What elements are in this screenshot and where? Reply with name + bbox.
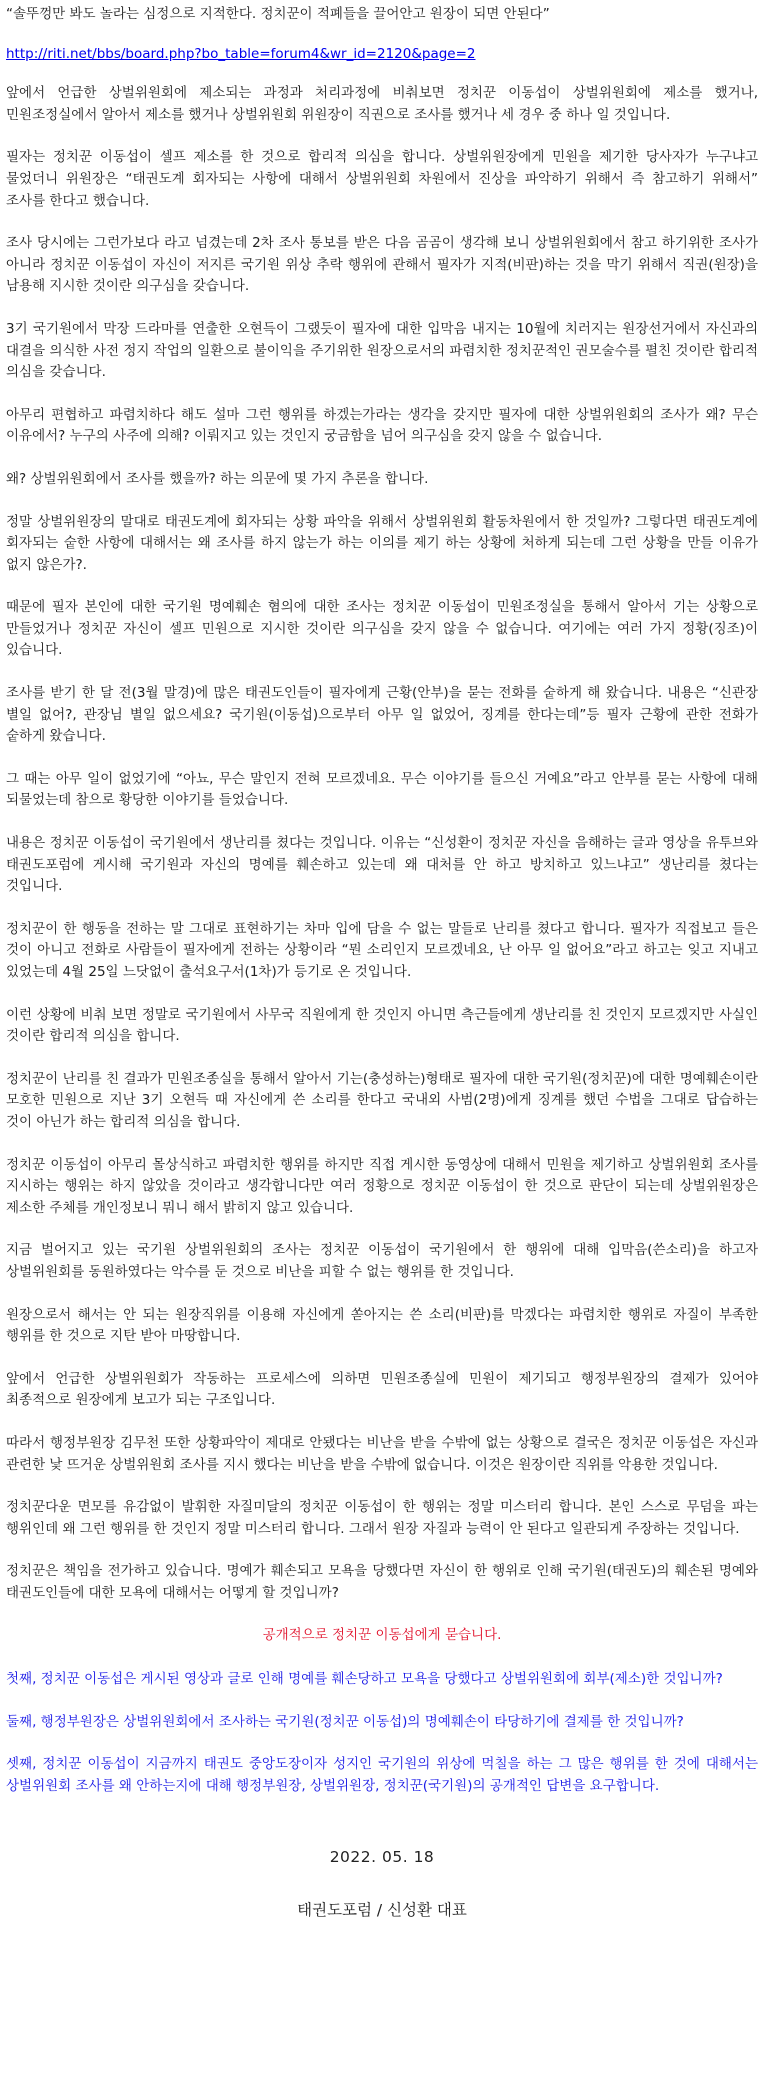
paragraph: 따라서 행정부원장 김무천 또한 상황파악이 제대로 안됐다는 비난을 받을 수밖에 없는 상황으로 결국은 정치꾼 이동섭은 자신과 관련한 낯 뜨거운 상벌위원회 조사를 지시 했다는 비난을 받을 수밖에 없습니다. 이것은 원장이란 직위를 악용한 것입니다. xyxy=(6,1434,758,1473)
paragraph: 정치꾼 이동섭이 아무리 몰상식하고 파렴치한 행위를 하지만 직접 게시한 동영상에 대해서 민원을 제기하고 상벌위원회 조사를 지시하는 행위는 하지 않았을 것이라고 생각합니다만 여러 정황으로 정치꾼 이동섭이 한 것으로 판단이 되는데 상벌위원장은 제소한 주체를 개인정보니 뭐니 해서 밝히지 않고 있습니다. xyxy=(6,1156,758,1216)
paragraph: 조사 당시에는 그런가보다 라고 넘겼는데 2차 조사 통보를 받은 다음 곰곰이 생각해 보니 상벌위원회에서 참고 하기위한 조사가 아니라 정치꾼 이동섭이 자신이 저지른 국기원 위상 추락 행위에 관해서 필자가 지적(비판)하는 것을 막기 위해서 직권(원장)을 남용해 지시한 것이란 의구심을 갖습니다. xyxy=(6,235,758,295)
paragraph: 이런 상황에 비춰 보면 정말로 국기원에서 사무국 직원에게 한 것인지 아니면 측근들에게 생난리를 친 것인지 모르겠지만 사실인 것이란 합리적 의심을 합니다. xyxy=(6,1006,758,1045)
question-item: 셋째, 정치꾼 이동섭이 지금까지 태권도 중앙도장이자 성지인 국기원의 위상에 먹칠을 하는 그 많은 행위를 한 것에 대해서는 상벌위원회 조사를 왜 안하는지에 대해 행정부원장, 상벌위원장, 정치꾼(국기원)의 공개적인 답변을 요구합니다. xyxy=(6,1756,758,1794)
public-question-title: 공개적으로 정치꾼 이동섭에게 묻습니다. xyxy=(262,1627,502,1644)
paragraph: 필자는 정치꾼 이동섭이 셀프 제소를 한 것으로 합리적 의심을 합니다. 상벌위원장에게 민원을 제기한 당사자가 누구냐고 물었더니 위원장은 “태권도계 회자되는 사항에 대해서 상벌위원회 차원에서 진상을 파악하기 위해서 즉 참고하기 위해서” 조사를 한다고 했습니다. xyxy=(6,149,758,209)
paragraph: 정치꾼이 난리를 친 결과가 민원조종실을 통해서 알아서 기는(충성하는)형태로 필자에 대한 국기원(정치꾼)에 대한 명예훼손이란 모호한 민원으로 지난 3기 오현득 때 자신에게 쓴 소리를 한다고 국내외 사범(2명)에게 징계를 했던 수법을 그대로 답습하는 것이 아닌가 하는 합리적 의심을 합니다. xyxy=(6,1070,758,1130)
paragraph: 정말 상벌위원장의 말대로 태권도계에 회자되는 상황 파악을 위해서 상벌위원회 활동차원에서 한 것일까? 그렇다면 태권도계에 회자되는 숱한 사항에 대해서는 왜 조사를 하지 않는가 하는 이의를 제기 하는 상황에 처하게 되는데 그런 상황을 만들 이유가 없지 않은가?. xyxy=(6,513,758,573)
post-date: 2022. 05. 18 xyxy=(329,1848,435,1867)
question-item: 첫째, 정치꾼 이동섭은 게시된 영상과 글로 인해 명예를 훼손당하고 모욕을 당했다고 상벌위원회에 회부(제소)한 것입니까? xyxy=(6,1671,723,1688)
author-signature: 태권도포럼 / 신성환 대표 xyxy=(297,1901,467,1920)
paragraph: 지금 벌어지고 있는 국기원 상벌위원회의 조사는 정치꾼 이동섭이 국기원에서 한 행위에 대해 입막음(쓴소리)을 하고자 상벌위원회를 동원하였다는 악수를 둔 것으로 비난을 피할 수 없는 행위를 한 것입니다. xyxy=(6,1242,758,1280)
paragraph: 조사를 받기 한 달 전(3월 말경)에 많은 태권도인들이 필자에게 근황(안부)을 묻는 전화를 숱하게 해 왔습니다. 내용은 “신관장 별일 없어?, 관장님 별일 없으세요? 국기원(이동섭)으로부터 아무 일 없었어, 징계를 한다는데”등 필자 근황에 관한 전화가 숱하게 왔습니다. xyxy=(6,685,758,745)
paragraph: 앞에서 언급한 상벌위원회가 작동하는 프로세스에 의하면 민원조종실에 민원이 제기되고 행정부원장의 결제가 있어야 최종적으로 원장에게 보고가 되는 구조입니다. xyxy=(6,1370,758,1409)
paragraph: 정치꾼다운 면모를 유감없이 발휘한 자질미달의 정치꾼 이동섭이 한 행위는 정말 미스터리 합니다. 본인 스스로 무덤을 파는 행위인데 왜 그런 행위를 한 것인지 정말 미스터리 합니다. 그래서 원장 자질과 능력이 안 된다고 일관되게 주장하는 것입니다. xyxy=(6,1499,758,1537)
source-link[interactable]: http://riti.net/bbs/board.php?bo_table=forum4&wr_id=2120&page=2 xyxy=(6,45,476,62)
paragraph: 왜? 상벌위원회에서 조사를 했을까? 하는 의문에 몇 가지 추론을 합니다. xyxy=(6,470,429,487)
paragraph: 앞에서 언급한 상벌위원회에 제소되는 과정과 처리과정에 비춰보면 정치꾼 이동섭이 상벌위원회에 제소를 했거나, 민원조정실에서 알아서 제소를 했거나 상벌위원회 위원장이 직권으로 조사를 했거나 세 경우 중 하나 일 것입니다. xyxy=(6,85,758,123)
paragraph: 3기 국기원에서 막장 드라마를 연출한 오현득이 그랬듯이 필자에 대한 입막음 내지는 10월에 치러지는 원장선거에서 자신과의 대결을 의식한 사전 정지 작업의 일환으로 불이익을 주기위한 원장으로서의 파렴치한 정치꾼적인 권모술수를 펼친 것이란 합리적 의심을 갖습니다. xyxy=(6,320,758,381)
paragraph-list xyxy=(6,83,758,1604)
paragraph: 때문에 필자 본인에 대한 국기원 명예훼손 혐의에 대한 조사는 정치꾼 이동섭이 민원조정실을 통해서 알아서 기는 상황으로 만들었거나 정치꾼 자신이 셀프 민원으로 지시한 것이란 의구심을 갖지 않을 수 없습니다. 여기에는 여러 가지 정황(징조)이 있습니다. xyxy=(6,599,758,659)
paragraph: 그 때는 아무 일이 없었기에 “아뇨, 무슨 말인지 전혀 모르겠네요. 무슨 이야기를 들으신 거예요”라고 안부를 묻는 사항에 대해 되물었는데 참으로 황당한 이야기를 들었습니다. xyxy=(6,770,758,809)
intro-quote: “솔뚜껑만 봐도 놀라는 심정으로 지적한다. 정치꾼이 적폐들을 끌어안고 원장이 되면 안된다” xyxy=(6,6,550,22)
paragraph: 정치꾼은 책임을 전가하고 있습니다. 명예가 훼손되고 모욕을 당했다면 자신이 한 행위로 인해 국기원(태권도)의 훼손된 명예와 태권도인들에 대한 모욕에 대해서는 어떻게 할 것입니까? xyxy=(6,1563,758,1601)
question-item: 둘째, 행정부원장은 상벌위원회에서 조사하는 국기원(정치꾼 이동섭)의 명예훼손이 타당하기에 결제를 한 것입니까? xyxy=(6,1713,684,1730)
paragraph: 아무리 편협하고 파렴치하다 해도 설마 그런 행위를 하겠는가라는 생각을 갖지만 필자에 대한 상벌위원회의 조사가 왜? 무슨 이유에서? 누구의 사주에 의해? 이뤄지고 있는 것인지 궁금함을 넘어 의구심을 갖지 않을 수 없습니다. xyxy=(6,406,758,445)
paragraph: 내용은 정치꾼 이동섭이 국기원에서 생난리를 쳤다는 것입니다. 이유는 “신성환이 정치꾼 자신을 음해하는 글과 영상을 유투브와 태권도포럼에 게시해 국기원과 자신의 명예를 훼손하고 있는데 왜 대처를 안 하고 방치하고 있느냐고” 생난리를 쳤다는 것입니다. xyxy=(6,835,758,895)
paragraph: 정치꾼이 한 행동을 전하는 말 그대로 표현하기는 차마 입에 담을 수 없는 말들로 난리를 쳤다고 합니다. 필자가 직접보고 들은 것이 아니고 전화로 사람들이 필자에게 전하는 상황이라 “뭔 소리인지 모르겠네요, 난 아무 일 없어요”라고 하고는 잊고 지내고 있었는데 4월 25일 느닷없이 출석요구서(1차)가 등기로 온 것입니다. xyxy=(6,920,758,980)
question-list xyxy=(6,1669,758,1797)
paragraph: 원장으로서 해서는 안 되는 원장직위를 이용해 자신에게 쏟아지는 쓴 소리(비판)를 막겠다는 파렴치한 행위로 자질이 부족한 행위를 한 것으로 지탄 받아 마땅합니다. xyxy=(6,1306,758,1345)
